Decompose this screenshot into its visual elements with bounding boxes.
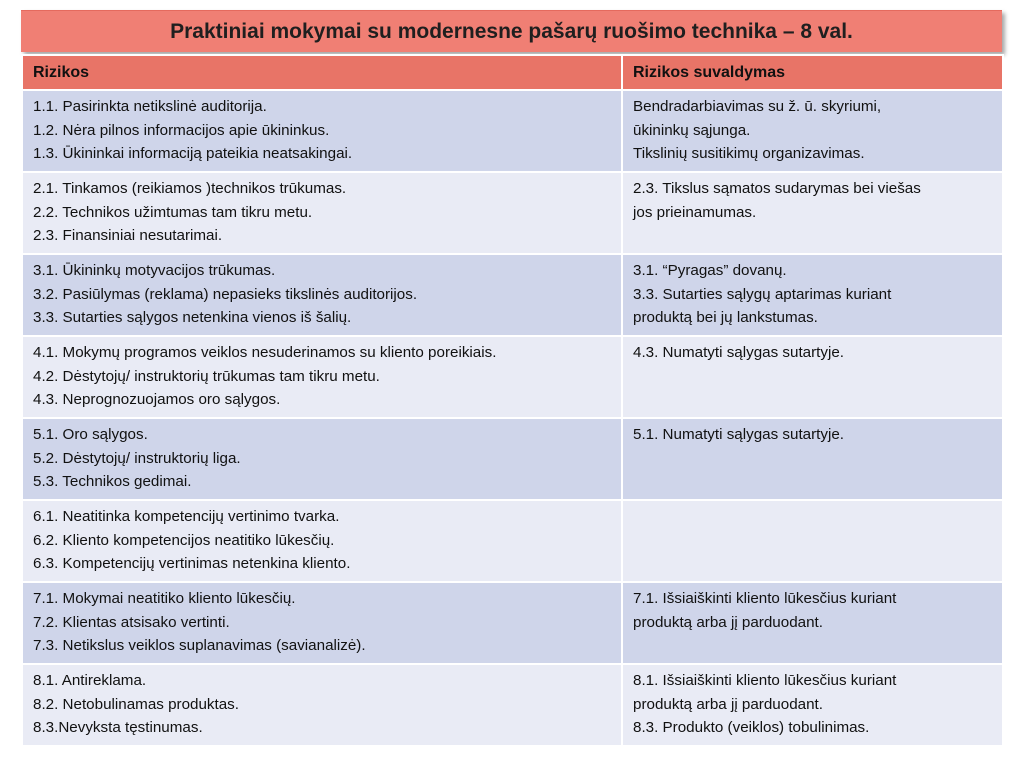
risks-cell [22,336,622,418]
risks-cell [22,582,622,664]
management-cell [622,664,1003,746]
management-cell [622,90,1003,172]
table-row [22,418,1003,500]
management-cell [622,336,1003,418]
table-row [22,336,1003,418]
risk-line: 4.2. Dėstytojų/ instruktorių trūkumas tam tikru metu. [33,367,380,385]
risks-cell [22,90,622,172]
management-line: jos prieinamumas. [633,203,757,221]
risk-line: 8.2. Netobulinamas produktas. [33,695,239,713]
table-row [22,500,1003,582]
risk-line: 1.3. Ūkininkai informaciją pateikia neatsakingai. [33,145,353,162]
risk-line: 5.2. Dėstytojų/ instruktorių liga. [33,449,241,467]
table-row [22,664,1003,746]
table-row [22,172,1003,254]
management-line: 3.3. Sutarties sąlygų aptarimas kuriant [633,285,892,303]
risks-cell [22,172,622,254]
risk-line: 4.3. Neprognozuojamos oro sąlygos. [33,391,281,408]
risks-cell [22,254,622,336]
risk-line: 2.3. Finansiniai nesutarimai. [33,227,223,244]
title-bar [21,10,1002,52]
risk-line: 5.3. Technikos gedimai. [33,473,192,490]
management-line: 4.3. Numatyti sąlygas sutartyje. [633,344,845,361]
management-line: produktą arba jį parduodant. [633,613,823,631]
management-line: Tikslinių susitikimų organizavimas. [633,145,865,162]
management-cell [622,254,1003,336]
management-cell-empty [622,500,1003,582]
risk-line: 7.3. Netikslus veiklos suplanavimas (savianalizė). [33,637,366,654]
risk-line: 8.1. Antireklama. [33,672,147,689]
management-cell [622,582,1003,664]
risk-line: 3.1. Ūkininkų motyvacijos trūkumas. [33,262,276,279]
management-line: Bendradarbiavimas su ž. ū. skyriumi, [633,98,882,115]
management-line: produktą arba jį parduodant. [633,695,823,713]
risks-cell [22,664,622,746]
risk-line: 1.1. Pasirinkta netikslinė auditorija. [33,98,267,115]
risk-line: 6.3. Kompetencijų vertinimas netenkina kliento. [33,555,351,572]
risk-line: 6.2. Kliento kompetencijos neatitiko lūkesčių. [33,531,335,549]
risk-line: 4.1. Mokymų programos veiklos nesuderinamos su kliento poreikiais. [33,344,497,361]
management-cell [622,172,1003,254]
table-row [22,582,1003,664]
risk-line: 2.1. Tinkamos (reikiamos )technikos trūkumas. [33,180,347,197]
risk-line: 8.3.Nevyksta tęstinumas. [33,719,203,736]
management-line: 5.1. Numatyti sąlygas sutartyje. [633,426,845,443]
table-header-row [22,55,1003,90]
table-row [22,254,1003,336]
header-risk-management: Rizikos suvaldymas [622,55,1003,90]
risk-line: 2.2. Technikos užimtumas tam tikru metu. [33,203,313,221]
risk-line: 1.2. Nėra pilnos informacijos apie ūkininkus. [33,121,330,139]
management-line: 7.1. Išsiaiškinti kliento lūkesčius kuriant [633,590,897,607]
header-risks: Rizikos [22,55,622,90]
risk-line: 7.2. Klientas atsisako vertinti. [33,613,230,631]
management-line: produktą bei jų lankstumas. [633,309,818,326]
management-line: 2.3. Tikslus sąmatos sudarymas bei viešas [633,180,921,197]
management-cell [622,418,1003,500]
risks-cell [22,500,622,582]
slide-title: Praktiniai mokymai su modernesne pašarų ruošimo technika – 8 val. [170,19,853,43]
risk-line: 6.1. Neatitinka kompetencijų vertinimo tvarka. [33,508,340,525]
risk-line: 3.3. Sutarties sąlygos netenkina vienos iš šalių. [33,309,352,326]
management-line: 3.1. “Pyragas” dovanų. [633,262,787,279]
risk-line: 5.1. Oro sąlygos. [33,426,148,443]
table-row [22,90,1003,172]
risk-line: 7.1. Mokymai neatitiko kliento lūkesčių. [33,590,296,607]
risk-line: 3.2. Pasiūlymas (reklama) nepasieks tikslinės auditorijos. [33,285,418,303]
management-line: ūkininkų sąjunga. [633,121,751,139]
management-line: 8.3. Produkto (veiklos) tobulinimas. [633,719,870,736]
risks-cell [22,418,622,500]
risk-table [21,54,1004,747]
management-line: 8.1. Išsiaiškinti kliento lūkesčius kuriant [633,672,897,689]
